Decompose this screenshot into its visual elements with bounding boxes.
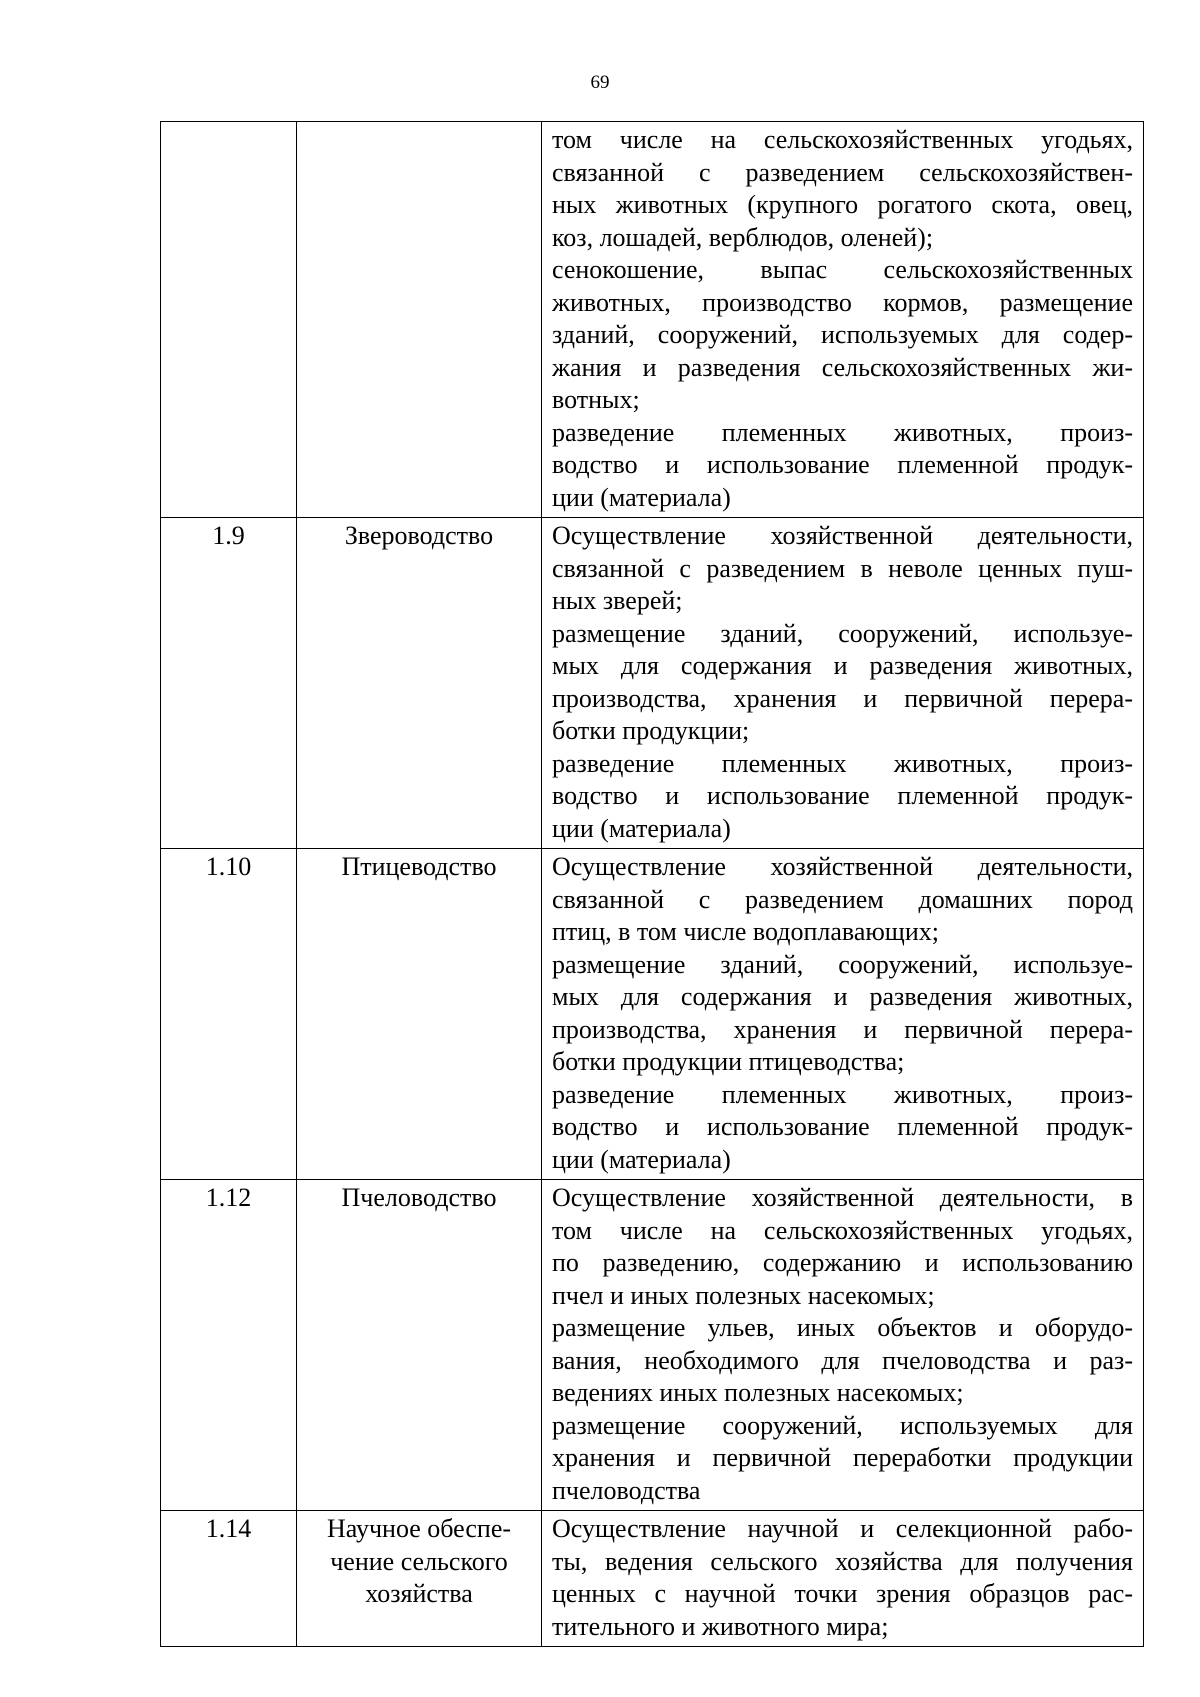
land-use-table [160, 121, 1144, 1647]
description-line: по разведению, содержанию и использованию [552, 1248, 1133, 1277]
description-line: ботки продукции; [552, 716, 750, 745]
description-line: водство и использование племенной продук- [552, 450, 1133, 479]
description-line: птиц, в том числе водоплавающих; [552, 917, 939, 946]
description-cell [542, 122, 1144, 518]
description-line: животных, производство кормов, размещение [552, 287, 1133, 317]
description-line: производства, хранения и первичной перера- [552, 683, 1133, 713]
description-line: пчеловодства [552, 1475, 701, 1505]
name-line: Звероводство [344, 521, 494, 550]
code-cell: 1.12 [161, 1180, 297, 1511]
description-line: размещение зданий, сооружений, используе- [552, 949, 1133, 979]
description-line: ведениях иных полезных насекомых; [552, 1378, 964, 1407]
description-line: разведение племенных животных, произ- [552, 417, 1133, 447]
description-line: ции (материала) [552, 813, 731, 843]
name-line: Птицеводство [341, 852, 497, 881]
name-line: чение сельского [330, 1546, 508, 1576]
description-line: жания и разведения сельскохозяйственных жи- [552, 352, 1133, 382]
description-cell [542, 1180, 1144, 1511]
description-line: ции (материала) [552, 1144, 731, 1174]
description-line: коз, лошадей, верблюдов, оленей); [552, 222, 934, 252]
name-cell [297, 518, 542, 849]
description-line: разведение племенных животных, произ- [552, 748, 1133, 778]
description-line: ных животных (крупного рогатого скота, овец, [552, 190, 1133, 219]
description-line: ботки продукции птицеводства; [552, 1047, 905, 1076]
description-line: связанной с разведением сельскохозяйствен- [552, 157, 1133, 187]
code-cell [161, 122, 297, 518]
description-line: зданий, сооружений, используемых для содер- [552, 320, 1133, 349]
description-line: разведение племенных животных, произ- [552, 1079, 1133, 1109]
name-cell [297, 849, 542, 1180]
description-line: мых для содержания и разведения животных, [552, 651, 1133, 680]
description-line: размещение зданий, сооружений, используе- [552, 618, 1133, 648]
description-cell [542, 1511, 1144, 1647]
description-line: том числе на сельскохозяйственных угодьях, [552, 125, 1133, 154]
name-cell [297, 1511, 542, 1647]
description-line: хранения и первичной переработки продукции [552, 1443, 1133, 1472]
description-line: Осуществление хозяйственной деятельности, [552, 521, 1133, 550]
table-row [161, 122, 1144, 518]
code-cell: 1.9 [161, 518, 297, 849]
description-line: ценных с научной точки зрения образцов рас- [552, 1579, 1133, 1608]
name-cell [297, 122, 542, 518]
description-line: мых для содержания и разведения животных, [552, 982, 1133, 1011]
name-cell [297, 1180, 542, 1511]
page-number: 69 [590, 72, 610, 93]
name-line: Пчеловодство [341, 1183, 497, 1212]
table-row [161, 1511, 1144, 1647]
description-line: размещение сооружений, используемых для [552, 1410, 1133, 1440]
code-cell: 1.14 [161, 1511, 297, 1647]
description-line: вания, необходимого для пчеловодства и раз- [552, 1345, 1133, 1375]
description-line: Осуществление научной и селекционной рабо- [552, 1514, 1133, 1543]
description-line: Осуществление хозяйственной деятельности, [552, 852, 1133, 881]
table-row [161, 849, 1144, 1180]
description-line: связанной с разведением в неволе ценных пуш- [552, 553, 1133, 583]
table-row [161, 518, 1144, 849]
description-line: ных зверей; [552, 586, 683, 615]
description-line: том числе на сельскохозяйственных угодьях, [552, 1215, 1133, 1245]
name-line: хозяйства [365, 1579, 473, 1608]
description-line: пчел и иных полезных насекомых; [552, 1280, 935, 1310]
name-line: Научное обеспе- [326, 1514, 512, 1543]
description-line: Осуществление хозяйственной деятельности, в [552, 1183, 1133, 1212]
description-line: ты, ведения сельского хозяйства для получения [552, 1546, 1133, 1576]
description-line: водство и использование племенной продук- [552, 1112, 1133, 1141]
description-line: вотных; [552, 385, 640, 414]
description-line: размещение ульев, иных объектов и оборудо- [552, 1313, 1133, 1342]
description-cell [542, 849, 1144, 1180]
description-line: производства, хранения и первичной перера- [552, 1014, 1133, 1044]
table-row [161, 1180, 1144, 1511]
description-line: ции (материала) [552, 482, 731, 512]
code-cell: 1.10 [161, 849, 297, 1180]
table-body [161, 122, 1144, 1647]
description-line: связанной с разведением домашних пород [552, 884, 1133, 914]
description-line: сенокошение, выпас сельскохозяйственных [552, 255, 1133, 284]
description-line: тительного и животного мира; [552, 1611, 889, 1641]
description-cell [542, 518, 1144, 849]
description-line: водство и использование племенной продук- [552, 781, 1133, 810]
